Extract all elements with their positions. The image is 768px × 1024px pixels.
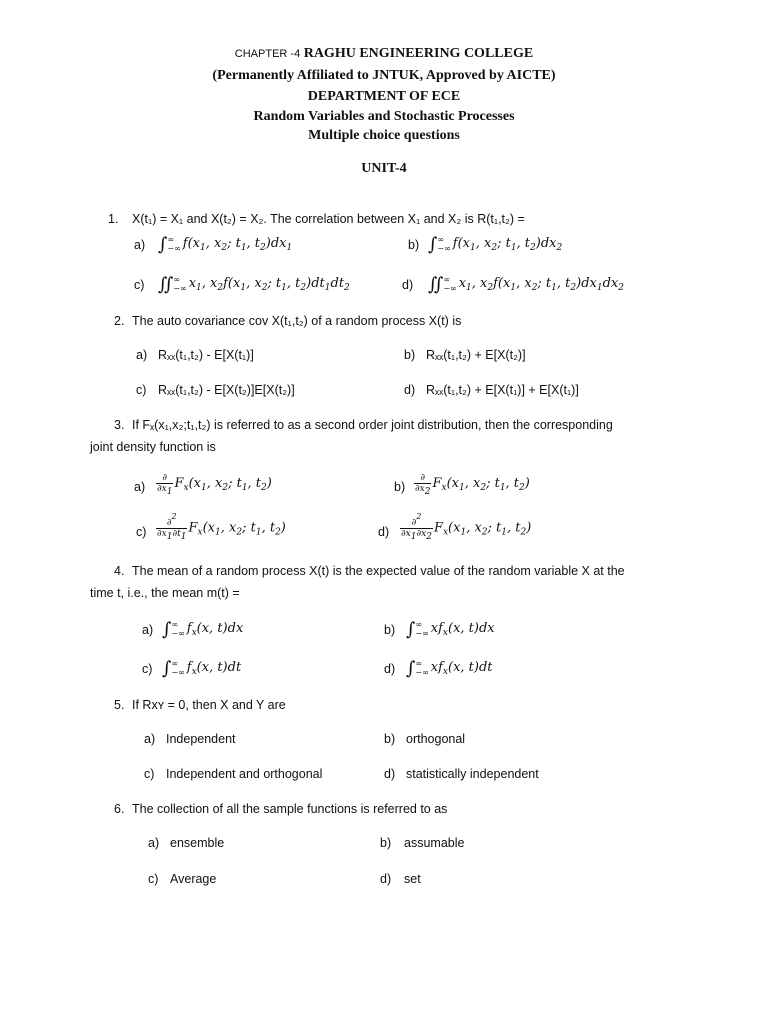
- q5-number: 5.: [114, 698, 125, 712]
- q3-option-a: $\frac{\partial}{\partial x_1}$ $F_x(x_1$, $x_2$; $t_1$, $t_2$): [157, 473, 272, 497]
- q2-option-a-label: a): [136, 348, 148, 362]
- q1-option-b-label: b): [408, 238, 420, 252]
- q2-option-b-label: b): [404, 348, 416, 362]
- q3-number: 3.: [114, 418, 125, 432]
- q4-option-b-label: b): [384, 623, 396, 637]
- q1-number: 1.: [108, 212, 119, 226]
- unit-heading: UNIT-4: [361, 161, 407, 176]
- q4-line-2: time t, i.e., the mean m(t) =: [90, 586, 240, 600]
- q4-option-c-label: c): [142, 662, 153, 676]
- q2-option-a: Rₓₓ(t₁,t₂) - E[X(t₁)]: [158, 348, 254, 362]
- q6-option-c-label: c): [148, 872, 159, 886]
- q5-option-a: Independent: [166, 732, 236, 746]
- q5-option-c: Independent and orthogonal: [166, 767, 323, 781]
- college-name: RAGHU ENGINEERING COLLEGE: [303, 46, 534, 61]
- header-line-1: [0, 46, 768, 62]
- q3-option-b-label: b): [394, 480, 406, 494]
- q5-option-a-label: a): [144, 732, 156, 746]
- q3-line-2: joint density function is: [90, 440, 216, 454]
- q2-option-d: Rₓₓ(t₁,t₂) + E[X(t₁)] + E[X(t₁)]: [426, 383, 579, 397]
- q4-number: 4.: [114, 564, 125, 578]
- q6-option-d: set: [404, 872, 421, 886]
- q3-option-c: $\frac{\partial^2}{\partial x_1\partial t_1}$ $F_x(x_1$, $x_2$; $t_1$, $t_2$): [157, 512, 286, 542]
- q1-option-a-label: a): [134, 238, 146, 252]
- chapter-prefix: CHAPTER -4: [234, 48, 301, 60]
- q1-option-d: ∬∞ −∞ $x_1$, $x_2f(x_1$, $x_2$; $t_1$, $t_2)dx_1dx_2$: [428, 274, 624, 295]
- subject: Random Variables and Stochastic Processes: [253, 109, 515, 124]
- q4-line-1: The mean of a random process X(t) is the expected value of the random variable X at the: [132, 564, 625, 578]
- department: DEPARTMENT OF ECE: [307, 89, 461, 104]
- q6-number: 6.: [114, 802, 125, 816]
- q1-option-c-label: c): [134, 278, 145, 292]
- q2-number: 2.: [114, 314, 125, 328]
- q2-text: The auto covariance cov X(t₁,t₂) of a random process X(t) is: [132, 314, 462, 328]
- q6-text: The collection of all the sample functions is referred to as: [132, 802, 448, 816]
- q6-option-b: assumable: [404, 836, 465, 850]
- q2-option-c: Rₓₓ(t₁,t₂) - E[X(t₂)]E[X(t₂)]: [158, 383, 295, 397]
- q4-option-d-label: d): [384, 662, 396, 676]
- q1-option-c: ∬∞ −∞ $x_1$, $x_2f(x_1$, $x_2$; $t_1$, $t_2)dt_1dt_2$: [158, 274, 350, 295]
- doc-type: Multiple choice questions: [308, 128, 460, 143]
- q5-option-c-label: c): [144, 767, 155, 781]
- q1-option-a: ∫∞ −∞ $f(x_1$, $x_2$; $t_1$, $t_2)dx_1$: [158, 234, 293, 255]
- q2-option-b: Rₓₓ(t₁,t₂) + E[X(t₂)]: [426, 348, 526, 362]
- q5-text: If Rxʏ = 0, then X and Y are: [132, 698, 286, 712]
- q4-option-d: ∫∞ −∞ $xf_x(x$, t)dt: [406, 658, 493, 679]
- q5-option-d: statistically independent: [406, 767, 539, 781]
- q5-option-b: orthogonal: [406, 732, 466, 746]
- q5-option-b-label: b): [384, 732, 396, 746]
- q6-option-c: Average: [170, 872, 217, 886]
- q5-option-d-label: d): [384, 767, 396, 781]
- q3-option-b: $\frac{\partial}{\partial x_2}$ $F_x(x_1$, $x_2$; $t_1$, $t_2$): [415, 473, 530, 497]
- q4-option-b: ∫∞ −∞ $xf_x(x$, t)dx: [406, 619, 495, 640]
- q1-text: X(t₁) = X₁ and X(t₂) = X₂. The correlation between X₁ and X₂ is R(t₁,t₂) =: [132, 212, 525, 226]
- q3-option-d: $\frac{\partial^2}{\partial x_1\partial x_2}$ $F_x(x_1$, $x_2$; $t_1$, $t_2$): [401, 512, 532, 542]
- q4-option-c: ∫∞ −∞ $f_x(x$, t)dt: [162, 658, 242, 679]
- q4-option-a: ∫∞ −∞ $f_x(x$, t)dx: [162, 619, 244, 640]
- q3-line-1: If Fₓ(x₁,x₂;t₁,t₂) is referred to as a second order joint distribution, then the corresponding: [132, 418, 613, 432]
- q3-option-c-label: c): [136, 525, 147, 539]
- q6-option-a: ensemble: [170, 836, 225, 850]
- q4-option-a-label: a): [142, 623, 154, 637]
- q2-option-d-label: d): [404, 383, 416, 397]
- q1-option-b: ∫∞ −∞ $f(x_1$, $x_2$; $t_1$, $t_2)dx_2$: [428, 234, 563, 255]
- q6-option-b-label: b): [380, 836, 392, 850]
- q3-option-a-label: a): [134, 480, 146, 494]
- q6-option-d-label: d): [380, 872, 392, 886]
- affiliation: (Permanently Affiliated to JNTUK, Approved by AICTE): [212, 68, 556, 83]
- q1-option-d-label: d): [402, 278, 414, 292]
- q2-option-c-label: c): [136, 383, 147, 397]
- q3-option-d-label: d): [378, 525, 390, 539]
- q6-option-a-label: a): [148, 836, 160, 850]
